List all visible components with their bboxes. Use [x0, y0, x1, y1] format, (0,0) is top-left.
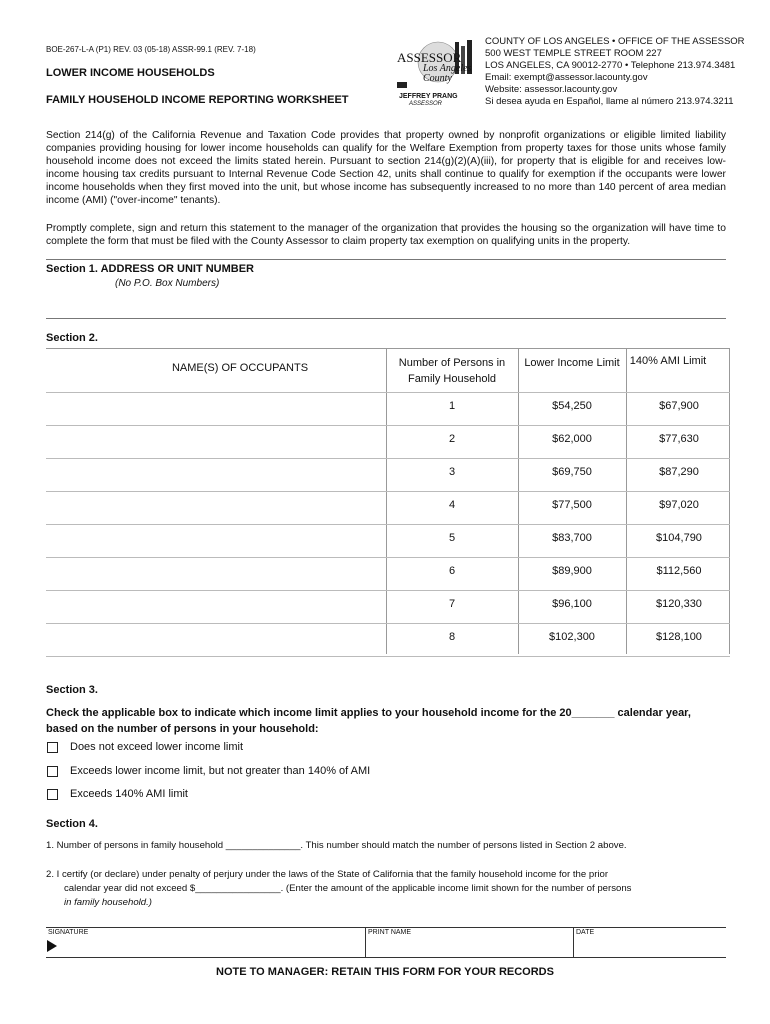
logo-assessor-role: ASSESSOR	[409, 101, 443, 107]
arrow-right-icon	[47, 940, 57, 952]
title-lower-income: LOWER INCOME HOUSEHOLDS	[46, 67, 215, 79]
ami-limit: $97,020	[659, 499, 699, 511]
col-header-lower-limit: Lower Income Limit	[524, 357, 620, 369]
footer-note: NOTE TO MANAGER: RETAIN THIS FORM FOR YOUR RECORDS	[216, 966, 554, 978]
lower-income-limit: $102,300	[549, 631, 595, 643]
contact-line: LOS ANGELES, CA 90012-2770 • Telephone 213.974.3481	[485, 60, 736, 71]
logo-assessor-text: ASSESSOR	[397, 50, 462, 65]
table-row-border	[46, 590, 730, 591]
persons-count: 5	[448, 532, 456, 544]
logo-county-text-1: Los Angeles	[423, 63, 472, 74]
ami-limit: $112,560	[656, 565, 702, 577]
table-row-border	[46, 491, 730, 492]
section2-title: Section 2.	[46, 332, 98, 344]
logo-county-text-2: County	[423, 73, 452, 84]
checkbox[interactable]	[47, 766, 58, 777]
signature-bottom-border	[46, 957, 726, 958]
table-row-border	[46, 623, 730, 624]
option-label: Exceeds lower income limit, but not greater than 140% of AMI	[70, 765, 371, 777]
lower-income-limit: $54,250	[552, 400, 592, 412]
section1-note: (No P.O. Box Numbers)	[115, 278, 220, 289]
section4-item-1: 1. Number of persons in family household ______________. This number should match the number of persons listed in Section 2 above.	[46, 840, 627, 851]
occupant-name-input[interactable]	[46, 559, 384, 588]
option-label: Exceeds 140% AMI limit	[70, 788, 188, 800]
section1-title: Section 1. ADDRESS OR UNIT NUMBER	[46, 263, 255, 275]
checkbox[interactable]	[47, 789, 58, 800]
section4-item-2-line-1: 2. I certify (or declare) under penalty of perjury under the laws of the State of California that the family household income for the prior	[46, 869, 609, 880]
option-exceed-lower[interactable]	[47, 765, 370, 777]
print-name-field[interactable]	[368, 936, 568, 956]
print-name-label: PRINT NAME	[368, 929, 412, 936]
persons-count: 3	[448, 466, 456, 478]
lower-income-limit: $89,900	[552, 565, 592, 577]
ami-limit: $77,630	[659, 433, 699, 445]
occupant-name-input[interactable]	[46, 625, 384, 654]
contact-line: Website: assessor.lacounty.gov	[485, 84, 618, 95]
persons-count: 4	[448, 499, 456, 511]
signature-label: SIGNATURE	[48, 929, 89, 936]
contact-line: Email: exempt@assessor.lacounty.gov	[485, 72, 648, 83]
col-divider	[626, 348, 627, 654]
lower-income-limit: $62,000	[552, 433, 592, 445]
ami-limit: $128,100	[656, 631, 702, 643]
col-divider	[729, 348, 730, 654]
signature-field[interactable]	[60, 936, 360, 956]
occupant-name-input[interactable]	[46, 493, 384, 522]
ami-limit: $104,790	[656, 532, 702, 544]
occupant-name-input[interactable]	[46, 526, 384, 555]
section3-instruction: Check the applicable box to indicate which income limit applies to your household income for the 20_______ calendar year, based on the number of persons in your household:	[46, 707, 691, 735]
contact-block	[485, 36, 745, 108]
table-row-border	[46, 557, 730, 558]
form-number: BOE-267-L-A (P1) REV. 03 (05-18) ASSR-99.1 (REV. 7-18)	[46, 45, 256, 54]
occupant-name-input[interactable]	[46, 427, 384, 456]
section4-title: Section 4.	[46, 818, 98, 830]
persons-count: 8	[448, 631, 456, 643]
occupant-name-input[interactable]	[46, 460, 384, 489]
intro-paragraph-1: Section 214(g) of the California Revenue and Taxation Code provides that property owned by nonprofit organizations or eligible limited liability companies providing housing for lower income households can qualify for the Welfare Exemption from property taxes for those units whose family household income does not exceed the limits stated herein. Pursuant to section 214(g)(2)(A)(iii), for property that is eligible for and receives low-income housing tax credits pursuant to Internal Revenue Code Section 42, units shall continue to qualify for exemption if the occupants were lower income households when they first moved into the unit, but whose income has subsequently increased to no more than 140 percent of area median income (AMI) ("over-income" tenants).	[46, 130, 726, 206]
divider	[46, 318, 726, 319]
col-divider	[386, 348, 387, 654]
persons-count: 7	[448, 598, 456, 610]
option-exceed-ami[interactable]	[47, 788, 188, 800]
title-worksheet: FAMILY HOUSEHOLD INCOME REPORTING WORKSHEET	[46, 94, 349, 106]
table-row-border	[46, 524, 730, 525]
date-field[interactable]	[576, 936, 724, 956]
date-label: DATE	[576, 929, 595, 936]
address-input[interactable]	[46, 292, 726, 318]
signature-top-border	[46, 927, 726, 928]
option-label: Does not exceed lower income limit	[70, 741, 244, 753]
contact-line: Si desea ayuda en Español, llame al número 213.974.3211	[485, 96, 734, 107]
table-row-border	[46, 425, 730, 426]
col-header-ami-limit: 140% AMI Limit	[629, 355, 707, 367]
lower-income-limit: $69,750	[552, 466, 592, 478]
table-bottom-border	[46, 656, 730, 657]
signature-divider	[573, 927, 574, 957]
lower-income-limit: $96,100	[552, 598, 592, 610]
logo-assessor-name: JEFFREY PRANG	[399, 93, 458, 100]
col-header-persons: Number of Persons in Family Household	[398, 357, 506, 385]
lower-income-limit: $83,700	[552, 532, 592, 544]
persons-count: 6	[448, 565, 456, 577]
option-not-exceed-lower[interactable]	[47, 741, 243, 753]
intro-paragraph-2: Promptly complete, sign and return this statement to the manager of the organization that provides the housing so the organization will have time to complete the form that must be filed with the County Assessor to claim property tax exemption on qualifying units in the property.	[46, 223, 726, 247]
contact-line: 500 WEST TEMPLE STREET ROOM 227	[485, 48, 662, 59]
contact-line: COUNTY OF LOS ANGELES • OFFICE OF THE ASSESSOR	[485, 36, 745, 47]
section4-item-2-line-3: in family household.)	[64, 897, 152, 908]
table-top-border	[46, 348, 730, 349]
ami-limit: $120,330	[656, 598, 702, 610]
occupant-name-input[interactable]	[46, 592, 384, 621]
checkbox[interactable]	[47, 742, 58, 753]
divider	[46, 259, 726, 260]
lower-income-limit: $77,500	[552, 499, 592, 511]
occupant-name-input[interactable]	[46, 394, 384, 423]
assessor-logo	[393, 38, 475, 110]
persons-count: 1	[448, 400, 456, 412]
table-row-border	[46, 458, 730, 459]
section3-title: Section 3.	[46, 684, 98, 696]
table-row-border	[46, 392, 730, 393]
col-header-names: NAME(S) OF OCCUPANTS	[171, 362, 309, 374]
persons-count: 2	[448, 433, 456, 445]
ami-limit: $67,900	[659, 400, 699, 412]
signature-divider	[365, 927, 366, 957]
col-divider	[518, 348, 519, 654]
section4-item-2-line-2: calendar year did not exceed $________________. (Enter the amount of the applicable income limit shown for the number of persons	[64, 883, 632, 894]
ami-limit: $87,290	[659, 466, 699, 478]
